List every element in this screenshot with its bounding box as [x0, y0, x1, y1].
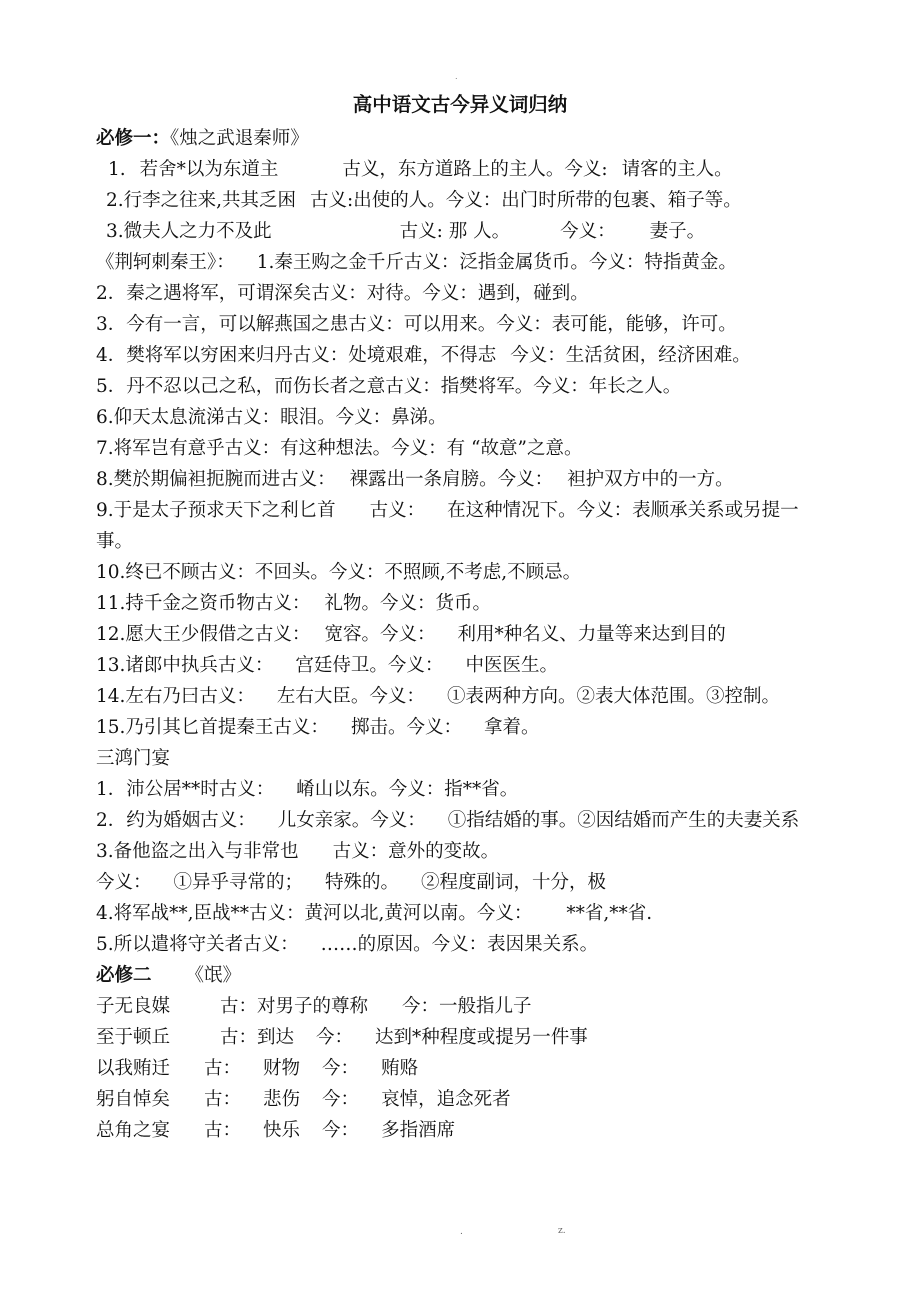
entry-line: [96, 247, 832, 278]
entry-text: 1．沛公居**时古义：: [96, 779, 275, 800]
entry-line: [96, 154, 832, 185]
entry-line: [96, 1022, 832, 1053]
entry-text: 崤山以东。今义：指**省。: [296, 779, 519, 800]
entry-line: 7.将军岂有意乎古义：有这种想法。今义：有 “故意”之意。: [96, 438, 583, 459]
entry-gloss: 古义，东方道路上的主人。今义:: [342, 159, 608, 180]
entry-text: ①表两种方向。②表大体范围。③控制。: [446, 686, 780, 707]
entry-phrase: 若舍*以为东道主: [139, 159, 279, 180]
entry-text: 儿女亲家。今义：: [277, 810, 426, 831]
entry-text: ……的原因。今义：表因果关系。: [320, 934, 599, 955]
entry-phrase: 以我贿迁: [96, 1058, 171, 1079]
entry-line: [96, 588, 832, 619]
entry-gloss: 古：: [204, 1058, 242, 1079]
entry-gloss: 贿赂: [381, 1058, 419, 1079]
entry-gloss: 今：: [322, 1058, 360, 1079]
entry-text: 拿着。: [483, 717, 540, 738]
entry-line: 10.终已不顾古义：不回头。今义：不照顾,不考虑,不顾忌。: [96, 562, 582, 583]
entry-text: 今义：生活贫困，经济困难。: [510, 345, 751, 366]
entry-gloss: 古：: [204, 1120, 242, 1141]
section-heading: 必修二: [96, 965, 152, 986]
entry-text: 2．约为婚姻古义：: [96, 810, 256, 831]
entry-text: 今义：: [96, 872, 152, 893]
section-heading-compulsory-1: [96, 123, 832, 154]
entry-text: 裸露出一条肩膀。今义：: [349, 469, 554, 490]
entry-line: [96, 619, 832, 650]
entry-gloss: 快乐: [263, 1120, 301, 1141]
entry-line: 3．今有一言，可以解燕国之患古义：可以用来。今义：表可能，能够，许可。: [96, 314, 737, 335]
entry-text: ①异乎寻常的；: [173, 872, 304, 893]
entry-line: [96, 495, 832, 557]
entry-gloss: 财物: [263, 1058, 301, 1079]
entry-gloss: 妻子。: [649, 221, 706, 242]
entry-line: [96, 185, 832, 216]
entry-number: 1.: [108, 159, 126, 180]
footer-mark-left: .: [460, 1227, 463, 1237]
entry-line: [96, 216, 832, 247]
entry-text: 8.樊於期偏袒扼腕而进古义：: [96, 469, 336, 490]
entry-gloss: 今：: [322, 1120, 360, 1141]
entry-gloss: 古：到达: [220, 1027, 295, 1048]
entry-text: 袒护双方中的一方。: [567, 469, 734, 490]
entry-text: 14.左右乃曰古义：: [96, 686, 255, 707]
entry-line: [96, 650, 832, 681]
entry-line: [96, 464, 832, 495]
section-heading: 必修一：: [96, 128, 171, 149]
document-body: [96, 123, 832, 1146]
entry-text: 5.所以遣将守关者古义：: [96, 934, 299, 955]
entry-gloss: 古义:出使的人。今义：出门时所带的包裹、箱子等。: [310, 190, 742, 211]
entry-text: 礼物。今义：货币。: [324, 593, 491, 614]
entry-text: 1.秦王购之金千斤古义：泛指金属货币。今义：特指黄金。: [256, 252, 737, 273]
entry-text: **省,**省.: [566, 903, 653, 924]
entry-gloss: 今：: [316, 1027, 354, 1048]
entry-gloss: 达到*种程度或提另一件事: [375, 1027, 588, 1048]
entry-text: 4．樊将军以穷困来归丹古义：处境艰难，不得志: [96, 345, 497, 366]
entry-text: 13.诸郎中执兵古义：: [96, 655, 274, 676]
entry-text: 古义：: [369, 500, 426, 521]
lesson-title: 《烛之武退秦师》: [170, 128, 309, 149]
entry-gloss: 今：: [322, 1089, 360, 1110]
entry-gloss: 古义: 那 人。: [399, 221, 511, 242]
entry-line: 6.仰天太息流涕古义：眼泪。今义：鼻涕。: [96, 407, 447, 428]
entry-text: 15.乃引其匕首提秦王古义：: [96, 717, 329, 738]
entry-text: 利用*种名义、力量等来达到目的: [457, 624, 726, 645]
entry-line: 2．秦之遇将军，可谓深矣古义：对待。今义：遇到，碰到。: [96, 283, 589, 304]
lesson-title: 三鸿门宴: [96, 748, 171, 769]
entry-text: 12.愿大王少假借之古义：: [96, 624, 311, 645]
entry-phrase: 躬自悼矣: [96, 1089, 171, 1110]
entry-line: [96, 929, 832, 960]
entry-line: [96, 1053, 832, 1084]
entry-text: 掷击。今义：: [350, 717, 462, 738]
entry-text: ①指结婚的事。②因结婚而产生的夫妻关系: [447, 810, 800, 831]
entry-text: 9.于是太子预求天下之利匕首: [96, 500, 336, 521]
entry-text: 宽容。今义：: [324, 624, 436, 645]
entry-text: 3.备他盗之出入与非常也: [96, 841, 299, 862]
entry-text: 4.将军战**,臣战**古义：黄河以北,黄河以南。今义：: [96, 903, 533, 924]
entry-gloss: 悲伤: [263, 1089, 301, 1110]
entry-gloss: 古：: [204, 1089, 242, 1110]
entry-gloss: 今义：: [560, 221, 616, 242]
entry-line: [96, 712, 832, 743]
entry-phrase: 子无良媒: [96, 996, 171, 1017]
entry-phrase: 3.微夫人之力不及此: [106, 221, 272, 242]
entry-phrase: 2.行李之往来,共其乏困: [106, 190, 297, 211]
entry-text: 在这种情况下。今义：表顺承关系或另提一事。: [96, 500, 799, 552]
entry-gloss: 多指酒席: [381, 1120, 456, 1141]
top-mark: .: [455, 72, 458, 81]
entry-line: [96, 774, 832, 805]
entry-phrase: 至于顿丘: [96, 1027, 171, 1048]
entry-gloss: 哀悼，追念死者: [381, 1089, 511, 1110]
entry-text: 宫廷侍卫。今义：: [295, 655, 444, 676]
entry-text: ②程度副词，十分，极: [421, 872, 607, 893]
entry-line: [96, 1084, 832, 1115]
entry-text: 左右大臣。今义：: [276, 686, 425, 707]
entry-line: [96, 836, 832, 867]
entry-text: 古义：意外的变故。: [332, 841, 500, 862]
entry-line: [96, 898, 832, 929]
entry-line: 5．丹不忍以己之私，而伤长者之意古义：指樊将军。今义：年长之人。: [96, 376, 682, 397]
lesson-title: 《氓》: [185, 965, 242, 986]
lesson-title: 《荆轲刺秦王》：: [96, 252, 235, 273]
entry-gloss: 今：一般指儿子: [402, 996, 532, 1017]
footer-mark-right: z.: [558, 1226, 566, 1236]
page-title: 高中语文古今异义词归纳: [352, 93, 568, 116]
entry-text: 特殊的。: [325, 872, 400, 893]
entry-text: 11.持千金之资币物古义：: [96, 593, 311, 614]
entry-line: [96, 991, 832, 1022]
entry-line: [96, 805, 832, 836]
entry-gloss: 请客的主人。: [621, 159, 733, 180]
entry-line: [96, 340, 832, 371]
entry-gloss: 古：对男子的尊称: [220, 996, 369, 1017]
entry-line: [96, 1115, 832, 1146]
entry-line: [96, 681, 832, 712]
section-heading-compulsory-2: [96, 960, 832, 991]
entry-phrase: 总角之宴: [96, 1120, 171, 1141]
entry-line: [96, 867, 832, 898]
entry-text: 中医医生。: [465, 655, 558, 676]
